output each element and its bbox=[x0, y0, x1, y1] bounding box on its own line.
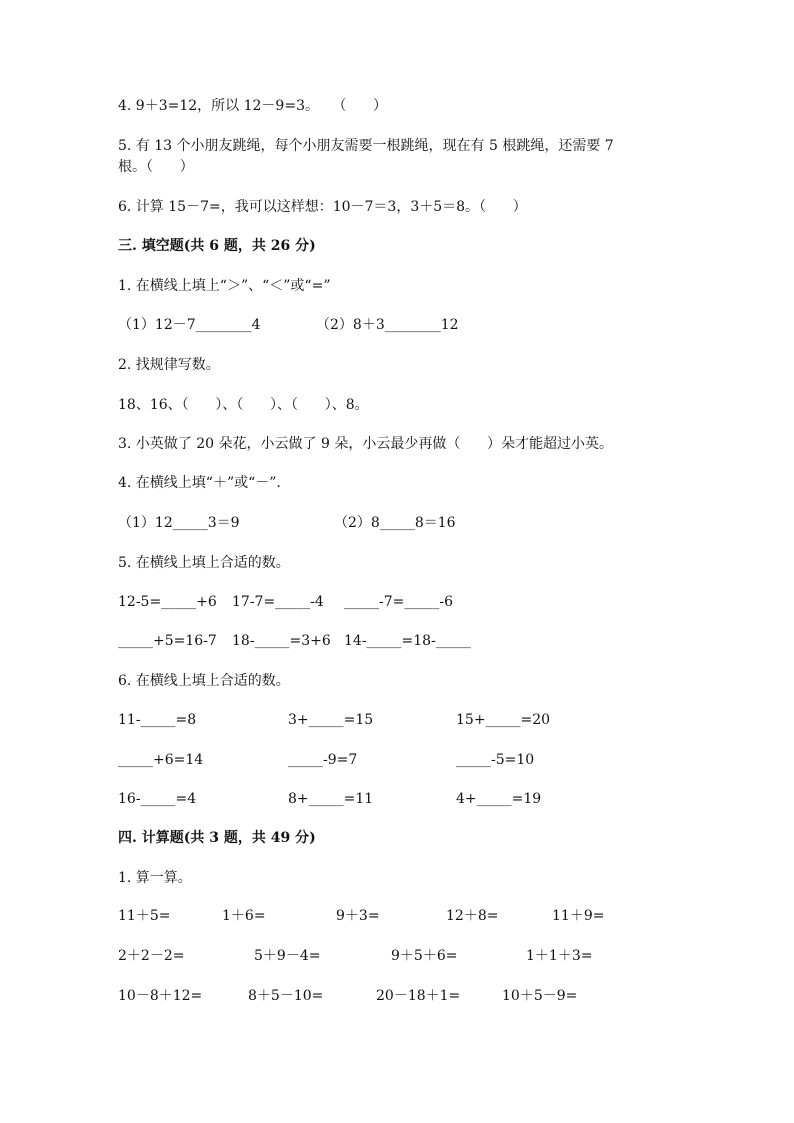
fill-q6-label: 6. 在横线上填上合适的数。 bbox=[118, 673, 290, 689]
section-3-title: 三. 填空题(共 6 题，共 26 分) bbox=[118, 238, 316, 254]
calc-r3-c2: 8＋5－10= bbox=[248, 988, 324, 1004]
fill-q5-r1-c1: 12-5=_____+6 bbox=[118, 594, 217, 610]
calc-r1-c4: 12＋8= bbox=[446, 908, 499, 924]
calc-r3-c3: 20－18＋1= bbox=[376, 988, 461, 1004]
judgement-q5-line2: 根。（ ） bbox=[118, 159, 194, 175]
fill-q3-label: 3. 小英做了 20 朵花，小云做了 9 朵，小云最少再做（ ）朵才能超过小英。 bbox=[118, 436, 614, 452]
calc-row-2 bbox=[0, 947, 794, 965]
calc-r1-c2: 1＋6= bbox=[222, 908, 266, 924]
fill-q5-row-1 bbox=[0, 593, 794, 611]
fill-q1-row bbox=[0, 316, 794, 334]
fill-q5-r2-c3: 14-_____=18-_____ bbox=[344, 633, 471, 649]
calc-r2-c3: 9＋5＋6= bbox=[391, 948, 458, 964]
calc-r2-c1: 2＋2－2= bbox=[118, 948, 185, 964]
fill-q6-r3-c1: 16-_____=4 bbox=[118, 791, 197, 807]
fill-q5-r1-c3: _____-7=_____-6 bbox=[344, 594, 454, 610]
calc-r3-c1: 10－8＋12= bbox=[118, 988, 203, 1004]
calc-q1-label: 1. 算一算。 bbox=[118, 870, 192, 886]
fill-q6-r2-c3: _____-5=10 bbox=[456, 752, 535, 768]
fill-q6-r1-c2: 3+_____=15 bbox=[288, 712, 374, 728]
calc-r1-c1: 11＋5= bbox=[118, 908, 171, 924]
calc-r1-c5: 11＋9= bbox=[552, 908, 605, 924]
fill-q1-b: （2）8＋3________12 bbox=[316, 317, 459, 333]
fill-q4-a: （1）12_____3＝9 bbox=[118, 515, 240, 531]
fill-q6-row-3 bbox=[0, 790, 794, 808]
calc-row-3 bbox=[0, 987, 794, 1005]
calc-r2-c4: 1＋1＋3= bbox=[526, 948, 593, 964]
fill-q6-row-1 bbox=[0, 711, 794, 729]
fill-q6-r3-c3: 4+_____=19 bbox=[456, 791, 542, 807]
fill-q4-row bbox=[0, 514, 794, 532]
calc-r2-c2: 5＋9－4= bbox=[254, 948, 321, 964]
fill-q6-r1-c1: 11-_____=8 bbox=[118, 712, 197, 728]
calc-row-1 bbox=[0, 907, 794, 925]
fill-q1-a: （1）12－7________4 bbox=[118, 317, 261, 333]
fill-q4-label: 4. 在横线上填“＋”或“－”. bbox=[118, 475, 281, 491]
fill-q6-row-2 bbox=[0, 751, 794, 769]
section-4-title: 四. 计算题(共 3 题，共 49 分) bbox=[118, 830, 316, 846]
fill-q5-row-2 bbox=[0, 632, 794, 650]
fill-q6-r2-c1: _____+6=14 bbox=[118, 752, 204, 768]
fill-q2-label: 2. 找规律写数。 bbox=[118, 357, 220, 373]
fill-q2-text: 18、16、（ ）、（ ）、（ ）、8。 bbox=[118, 397, 369, 413]
fill-q5-r2-c1: _____+5=16-7 bbox=[118, 633, 217, 649]
fill-q5-r1-c2: 17-7=_____-4 bbox=[232, 594, 324, 610]
fill-q6-r1-c3: 15+_____=20 bbox=[456, 712, 551, 728]
fill-q6-r3-c2: 8+_____=11 bbox=[288, 791, 374, 807]
fill-q6-r2-c2: _____-9=7 bbox=[288, 752, 358, 768]
fill-q4-b: （2）8_____8＝16 bbox=[334, 515, 456, 531]
judgement-q5-line1: 5. 有 13 个小朋友跳绳，每个小朋友需要一根跳绳，现在有 5 根跳绳，还需要 7 bbox=[118, 138, 614, 154]
calc-r3-c4: 10＋5－9= bbox=[502, 988, 578, 1004]
judgement-q4: 4. 9＋3=12，所以 12－9=3。 （ ） bbox=[118, 98, 388, 114]
judgement-q6: 6. 计算 15－7=，我可以这样想：10－7＝3，3＋5＝8。（ ） bbox=[118, 199, 527, 215]
fill-q5-label: 5. 在横线上填上合适的数。 bbox=[118, 555, 290, 571]
calc-r1-c3: 9＋3= bbox=[336, 908, 380, 924]
fill-q5-r2-c2: 18-_____=3+6 bbox=[232, 633, 331, 649]
fill-q1-label: 1. 在横线上填上“＞”、“＜”或“=” bbox=[118, 278, 331, 294]
